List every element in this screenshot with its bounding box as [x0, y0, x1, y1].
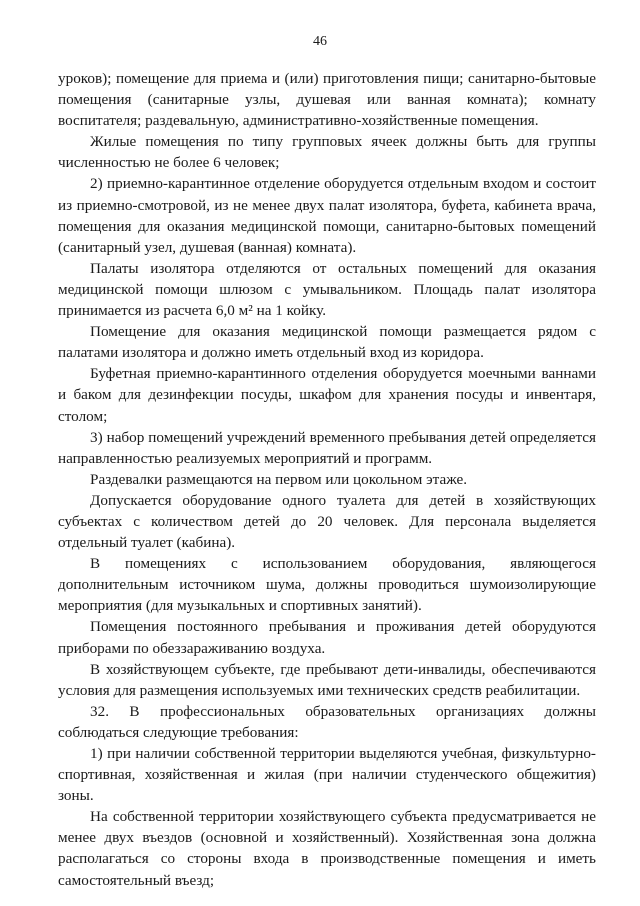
- page-number: 46: [313, 34, 327, 49]
- paragraph: Палаты изолятора отделяются от остальных помещений для оказания медицинской помощи шлюзом с умывальником. Площадь палат изолятора принимается из расчета 6,0 м² на 1 койку.: [58, 259, 596, 320]
- paragraph: В хозяйствующем субъекте, где пребывают дети-инвалиды, обеспечиваются условия для размещения используемых ими технических средств реабилитации.: [58, 660, 596, 699]
- paragraph: Помещения постоянного пребывания и проживания детей оборудуются приборами по обеззараживанию воздуха.: [58, 618, 596, 657]
- paragraph: уроков); помещение для приема и (или) приготовления пищи; санитарно-бытовые помещения (санитарные узлы, душевая или ванная комната); комнату воспитателя; раздевальную, административно-хозяйственные помещения.: [58, 70, 596, 130]
- paragraph: Буфетная приемно-карантинного отделения оборудуется моечными ваннами и баком для дезинфекции посуды, шкафом для хранения посуды и инвентаря, столом;: [58, 365, 596, 425]
- document-body: [58, 68, 596, 891]
- paragraph: Раздевалки размещаются на первом или цокольном этаже.: [90, 470, 468, 488]
- paragraph: 2) приемно-карантинное отделение оборудуется отдельным входом и состоит из приемно-смотровой, из не менее двух палат изолятора, буфета, кабинета врача, помещения для оказания медицинской помощи, санитарно-бытовых помещений (санитарный узел, душевая (ванная) комната).: [58, 175, 596, 256]
- paragraph: 32. В профессиональных образовательных организациях должны соблюдаться следующие требования:: [58, 702, 596, 741]
- paragraph: 3) набор помещений учреждений временного пребывания детей определяется направленностью реализуемых мероприятий и программ.: [58, 428, 596, 467]
- paragraph: Допускается оборудование одного туалета для детей в хозяйствующих субъектах с количеством детей до 20 человек. Для персонала выделяется отдельный туалет (кабина).: [58, 491, 596, 552]
- paragraph: Жилые помещения по типу групповых ячеек должны быть для группы численностью не более 6 человек;: [58, 133, 596, 172]
- paragraph: 1) при наличии собственной территории выделяются учебная, физкультурно-спортивная, хозяйственная и жилая (при наличии студенческого общежития) зоны.: [58, 745, 596, 805]
- paragraph: Помещение для оказания медицинской помощи размещается рядом с палатами изолятора и должно иметь отдельный вход из коридора.: [58, 323, 596, 362]
- paragraph: В помещениях с использованием оборудования, являющегося дополнительным источником шума, должны проводиться шумоизолирующие мероприятия (для музыкальных и спортивных занятий).: [58, 555, 596, 615]
- paragraph: На собственной территории хозяйствующего субъекта предусматривается не менее двух въездов (основной и хозяйственный). Хозяйственная зона должна располагаться со стороны входа в производственные помещения и иметь самостоятельный въезд;: [58, 808, 596, 889]
